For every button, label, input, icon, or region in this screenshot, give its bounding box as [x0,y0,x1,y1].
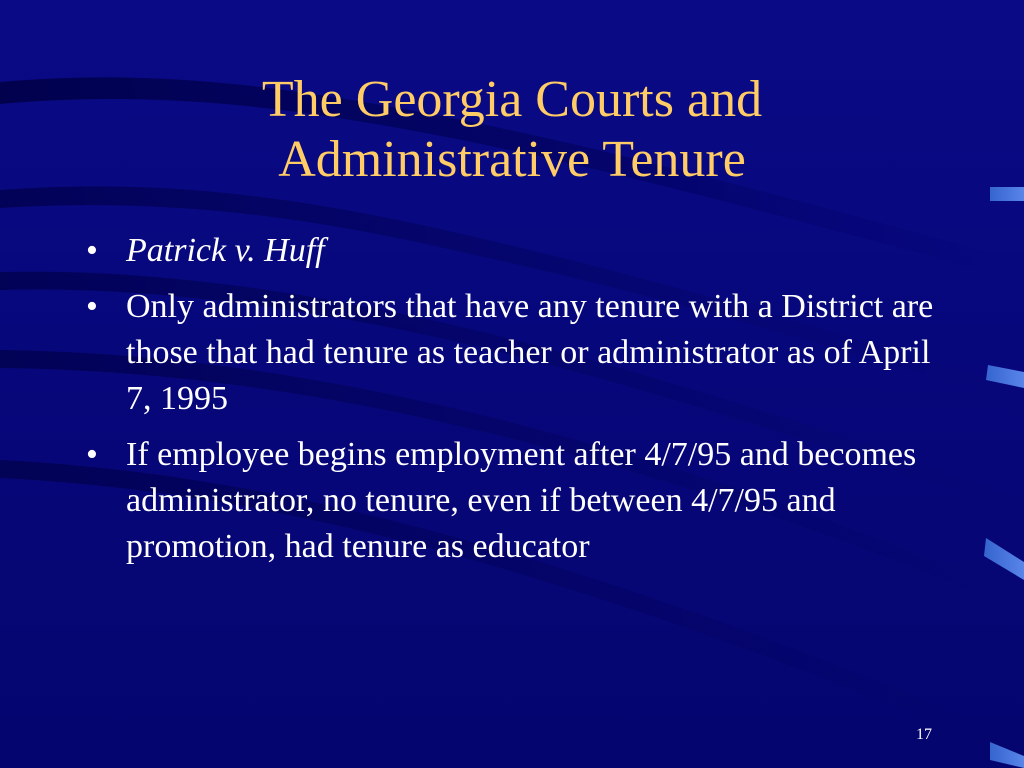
bullet-item [86,432,956,570]
bullet-text: Patrick v. Huff [126,232,325,269]
bullet-text: If employee begins employment after 4/7/95 and becomes administrator, no tenure, even if between 4/7/95 and promotion, had tenure as educator [126,436,917,565]
slide-title [0,70,1024,190]
bullet-item [86,228,956,274]
bullet-marker: • [86,288,98,325]
bullet-list [86,228,956,580]
bullet-marker: • [86,436,98,473]
bullet-text: Only administrators that have any tenure with a District are those that had tenure as teacher or administrator as of April 7, 1995 [126,288,934,417]
bullet-item [86,284,956,422]
slide-title-line-2: Administrative Tenure [278,131,746,188]
accent-bar [984,538,1024,580]
page-number: 17 [916,726,932,743]
bullet-marker: • [86,232,98,269]
slide-title-line-1: The Georgia Courts and [261,71,763,128]
